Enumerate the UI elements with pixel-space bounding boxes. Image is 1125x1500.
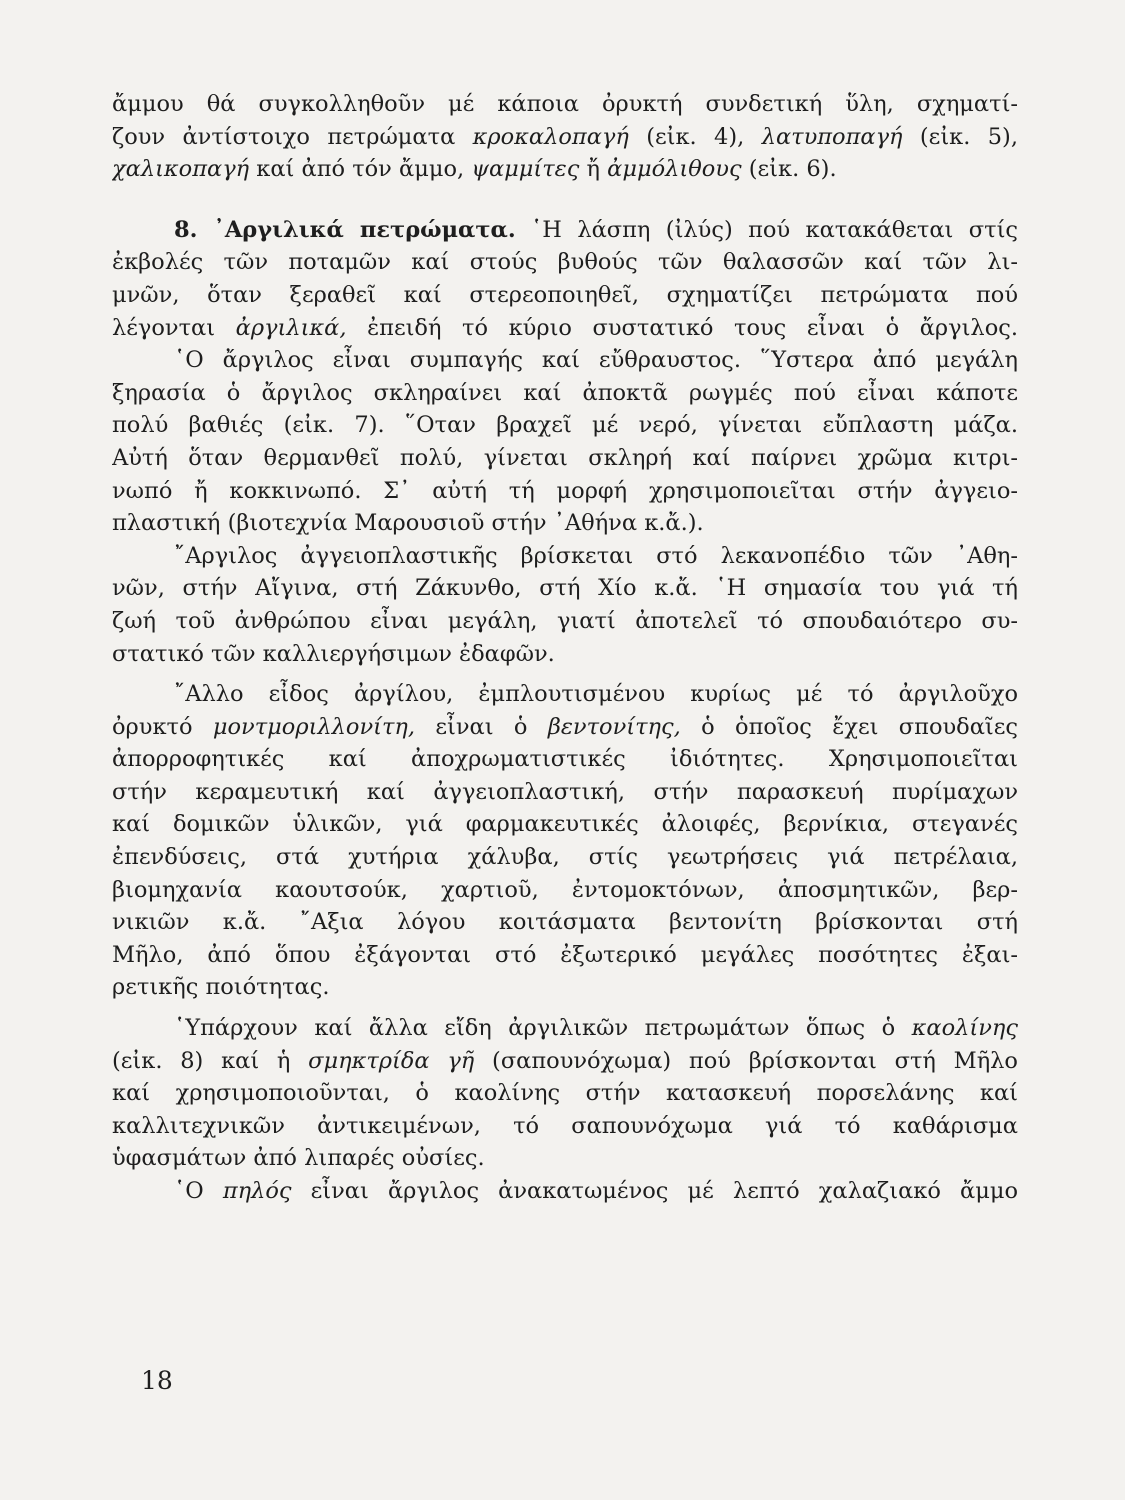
text-segment: καλλιτεχνικῶν ἀντικειμένων, τό σαπουνόχωμα γιά τό καθάρισμα (112, 1112, 1018, 1139)
text-segment: (εἰκ. 5), (902, 123, 1018, 150)
text-line (112, 246, 1018, 279)
text-segment: λέγονται (112, 314, 236, 341)
text-segment: στήν κεραμευτική καί ἀγγειοπλαστική, στήν παρασκευή πυρίμαχων (112, 778, 1018, 805)
text-line (112, 1045, 1018, 1078)
italic-term: πηλός (222, 1178, 292, 1204)
text-segment: (εἰκ. 8) καί ἡ (112, 1047, 309, 1074)
text-segment: νωπό ἤ κοκκινωπό. Σ᾿ αὐτή τή μορφή χρησιμοποιεῖται στήν ἀγγειο- (112, 477, 1018, 504)
text-segment: ζωή τοῦ ἀνθρώπου εἶναι μεγάλη, γιατί ἀποτελεῖ τό σπουδαιότερο συ- (112, 607, 1018, 634)
text-line (112, 711, 1018, 744)
text-line (112, 971, 1018, 1004)
body-text (112, 88, 1018, 1208)
text-line (112, 442, 1018, 475)
italic-term: σμηκτρίδα γῆ (308, 1047, 475, 1074)
text-segment: εἶναι ὁ (415, 713, 548, 740)
text-segment: ῎Αλλο εἶδος ἀργίλου, ἐμπλουτισμένου κυρίως μέ τό ἀργιλοῦχο (174, 681, 1018, 708)
text-segment: (εἰκ. 4), (628, 123, 762, 150)
text-segment: ξηρασία ὁ ἄργιλος σκληραίνει καί ἀποκτᾶ ρωγμές πού εἶναι κάποτε (112, 379, 1018, 406)
text-segment: ἐπειδή τό κύριο συστατικό τους εἶναι ὁ ἄργιλος. (346, 314, 1018, 341)
text-segment: πλαστική (βιοτεχνία Μαρουσιοῦ στήν ᾿Αθήνα κ.ἄ.). (112, 510, 704, 537)
text-segment: ὀρυκτό (112, 713, 213, 740)
italic-term: ἀμμόλιθους (607, 156, 742, 183)
text-segment: στατικό τῶν καλλιεργήσιμων ἐδαφῶν. (112, 640, 555, 667)
text-segment: ὑφασμάτων ἀπό λιπαρές οὐσίες. (112, 1145, 485, 1172)
italic-term: μοντμοριλλονίτη, (212, 713, 416, 740)
text-line (112, 743, 1018, 776)
text-segment: ῾Ο (174, 1178, 223, 1204)
text-line (112, 540, 1018, 573)
text-line (112, 638, 1018, 671)
text-line (112, 874, 1018, 907)
text-segment: Μῆλο, ἀπό ὅπου ἐξάγονται στό ἐξωτερικό μεγάλες ποσότητες ἐξαι- (112, 941, 1018, 968)
text-segment: ῾Ο ἄργιλος εἶναι συμπαγής καί εὔθραυστος. ῞Υστερα ἀπό μεγάλη (174, 347, 1018, 374)
text-segment: ῎Αργιλος ἀγγειοπλαστικῆς βρίσκεται στό λεκανοπέδιο τῶν ᾿Αθη- (174, 542, 1018, 569)
italic-term: χαλικοπαγή (112, 156, 250, 183)
text-segment: μνῶν, ὅταν ξεραθεῖ καί στερεοποιηθεῖ, σχηματίζει πετρώματα πού (112, 281, 1018, 308)
text-segment: εἶναι ἄργιλος ἀνακατωμένος μέ λεπτό χαλαζιακό ἄμμο (291, 1178, 1018, 1204)
text-segment: ζουν ἀντίστοιχο πετρώματα (112, 123, 473, 150)
text-segment: ἐκβολές τῶν ποταμῶν καί στούς βυθούς τῶν θαλασσῶν καί τῶν λι- (112, 249, 1018, 276)
italic-term: λατυποπαγή (761, 123, 903, 150)
text-line (112, 507, 1018, 540)
text-line (112, 939, 1018, 972)
text-line (112, 808, 1018, 841)
text-segment: ἐπενδύσεις, στά χυτήρια χάλυβα, στίς γεωτρήσεις γιά πετρέλαια, (112, 844, 1018, 871)
text-segment: πολύ βαθιές (εἰκ. 7). ῞Οταν βραχεῖ μέ νερό, γίνεται εὔπλαστη μάζα. (112, 412, 1018, 439)
text-line (112, 377, 1018, 410)
section-heading: 8. ᾿Αργιλικά πετρώματα. (174, 216, 516, 243)
page-number: 18 (141, 1366, 173, 1395)
text-segment: (εἰκ. 6). (741, 156, 837, 183)
text-line (112, 1077, 1018, 1110)
text-line (112, 678, 1018, 711)
text-line (112, 572, 1018, 605)
text-segment: ῾Η λάσπη (ἰλύς) πού κατακάθεται στίς (515, 216, 1018, 243)
text-line (112, 279, 1018, 312)
text-line (112, 153, 1018, 186)
text-segment: ἄμμου θά συγκολληθοῦν μέ κάποια ὀρυκτή συνδετική ὕλη, σχηματί- (112, 91, 1018, 117)
text-segment: καί ἀπό τόν ἄμμο, (249, 156, 472, 183)
text-segment: ὁ ὁποῖος ἔχει σπουδαῖες (680, 713, 1018, 740)
text-line (112, 1142, 1018, 1175)
text-segment: νικιῶν κ.ἄ. ῎Αξια λόγου κοιτάσματα βεντονίτη βρίσκονται στή (112, 909, 1018, 936)
text-line (112, 605, 1018, 638)
text-line (112, 312, 1018, 345)
text-segment: Αὐτή ὅταν θερμανθεῖ πολύ, γίνεται σκληρή καί παίρνει χρῶμα κιτρι- (112, 444, 1018, 471)
text-segment: καί χρησιμοποιοῦνται, ὁ καολίνης στήν κατασκευή πορσελάνης καί (112, 1080, 1018, 1107)
text-line (112, 214, 1018, 247)
text-segment: (σαπουνόχωμα) πού βρίσκονται στή Μῆλο (474, 1047, 1018, 1074)
text-segment: βιομηχανία καουτσούκ, χαρτιοῦ, ἐντομοκτόνων, ἀποσμητικῶν, βερ- (112, 876, 1018, 903)
text-line (112, 475, 1018, 508)
italic-term: καολίνης (911, 1015, 1018, 1042)
text-segment: ἀπορροφητικές καί ἀποχρωματιστικές ἰδιότητες. Χρησιμοποιεῖται (112, 746, 1018, 773)
italic-term: βεντονίτης, (547, 713, 681, 740)
text-line (112, 121, 1018, 154)
text-line (112, 841, 1018, 874)
text-segment: ἤ (579, 156, 608, 183)
text-line (112, 409, 1018, 442)
text-segment: ρετικῆς ποιότητας. (112, 974, 330, 1001)
text-line (112, 776, 1018, 809)
text-line (112, 1110, 1018, 1143)
text-segment: ῾Υπάρχουν καί ἄλλα εἴδη ἀργιλικῶν πετρωμάτων ὅπως ὁ (174, 1015, 912, 1042)
text-line (112, 906, 1018, 939)
italic-term: κροκαλοπαγή (472, 123, 629, 150)
italic-term: ψαμμίτες (471, 156, 580, 183)
text-line (112, 88, 1018, 121)
text-line (112, 1175, 1018, 1208)
text-segment: καί δομικῶν ὑλικῶν, γιά φαρμακευτικές ἀλοιφές, βερνίκια, στεγανές (112, 811, 1018, 838)
text-line (112, 1012, 1018, 1045)
text-line (112, 344, 1018, 377)
italic-term: ἀργιλικά, (235, 314, 347, 341)
text-segment: νῶν, στήν Αἴγινα, στή Ζάκυνθο, στή Χίο κ.ἄ. ῾Η σημασία του γιά τή (112, 575, 1018, 602)
